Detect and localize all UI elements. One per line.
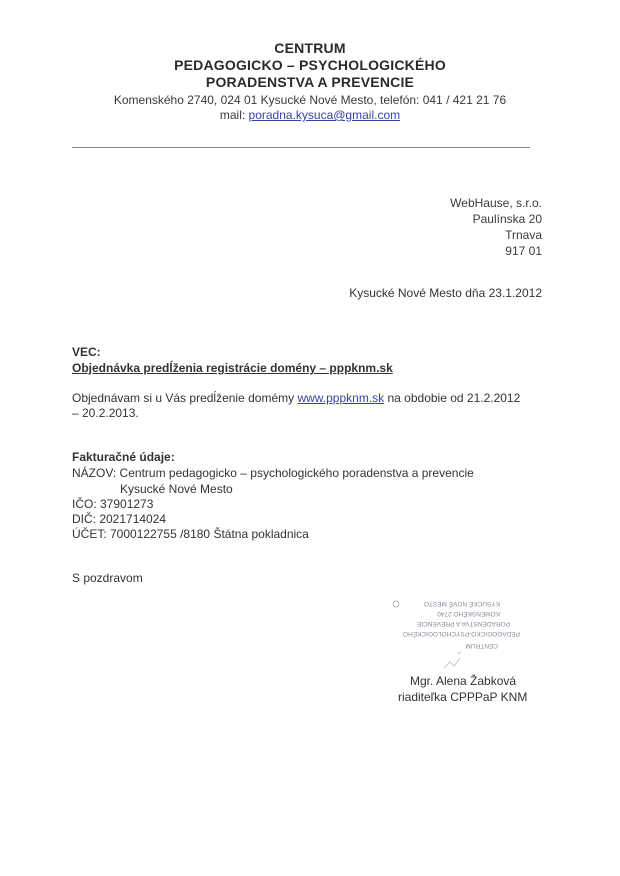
body-part-2: na obdobie od 21.2.2012 (384, 391, 521, 405)
body-part-1: Objednávam si u Vás predĺženie domémy (72, 391, 298, 405)
mail-label: mail: (219, 108, 249, 122)
stamp-line-1: KYSUCKÉ NOVÉ MESTO (423, 600, 500, 607)
header-divider (72, 147, 530, 148)
domain-link[interactable]: www.pppknm.sk (297, 391, 385, 405)
stamp-line-4: PEDAGOGICKO-PSYCHOLOGICKÉHO (402, 630, 520, 637)
subject-text: Objednávka predĺženia registrácie domény – pppknm.sk (72, 361, 393, 375)
letterhead-line-1: CENTRUM (274, 40, 346, 56)
mail-link[interactable]: poradna.kysuca@gmail.com (248, 108, 401, 122)
date-line: Kysucké Nové Mesto dňa 23.1.2012 (349, 286, 542, 300)
letterhead-address: Komenského 2740, 024 01 Kysucké Nové Mesto, telefón: 041 / 421 21 76 (113, 93, 507, 107)
recipient-name: WebHause, s.r.o. (450, 196, 542, 210)
closing: S pozdravom (72, 571, 143, 585)
billing-dic: DIČ: 2021714024 (72, 512, 167, 526)
signature-name: Mgr. Alena Žabková (410, 674, 517, 688)
billing-ucet: ÚČET: 7000122755 /8180 Štátna pokladnica (72, 527, 309, 541)
billing-heading: Fakturačné údaje: (72, 450, 175, 464)
recipient-address (450, 195, 542, 259)
recipient-zip: 917 01 (505, 244, 542, 258)
recipient-street: Paulínska 20 (472, 212, 542, 226)
official-stamp (378, 578, 528, 654)
letterhead-mail (0, 108, 620, 122)
stamp-line-5: CENTRUM (465, 642, 498, 649)
billing-nazov: NÁZOV: Centrum pedagogicko – psychologického poradenstva a prevencie (72, 466, 474, 480)
billing-ico: IČO: 37901273 (72, 497, 154, 511)
letterhead-line-2: PEDAGOGICKO – PSYCHOLOGICKÉHO (174, 57, 446, 73)
letterhead-line-3: PORADENSTVA A PREVENCIE (205, 74, 415, 90)
body-line-1 (72, 390, 520, 406)
recipient-city: Trnava (505, 228, 542, 242)
billing-nazov-cont: Kysucké Nové Mesto (120, 482, 233, 496)
signature-title: riaditeľka CPPPaP KNM (398, 690, 528, 704)
signature-scribble (440, 648, 480, 674)
subject-label: VEC: (72, 345, 101, 359)
stamp-line-2: KOMENSKÉHO 2740 (437, 610, 500, 617)
stamp-line-3: PORADENSTVA A PREVENCIE (416, 620, 510, 627)
body-line-2: – 20.2.2013. (72, 406, 139, 420)
